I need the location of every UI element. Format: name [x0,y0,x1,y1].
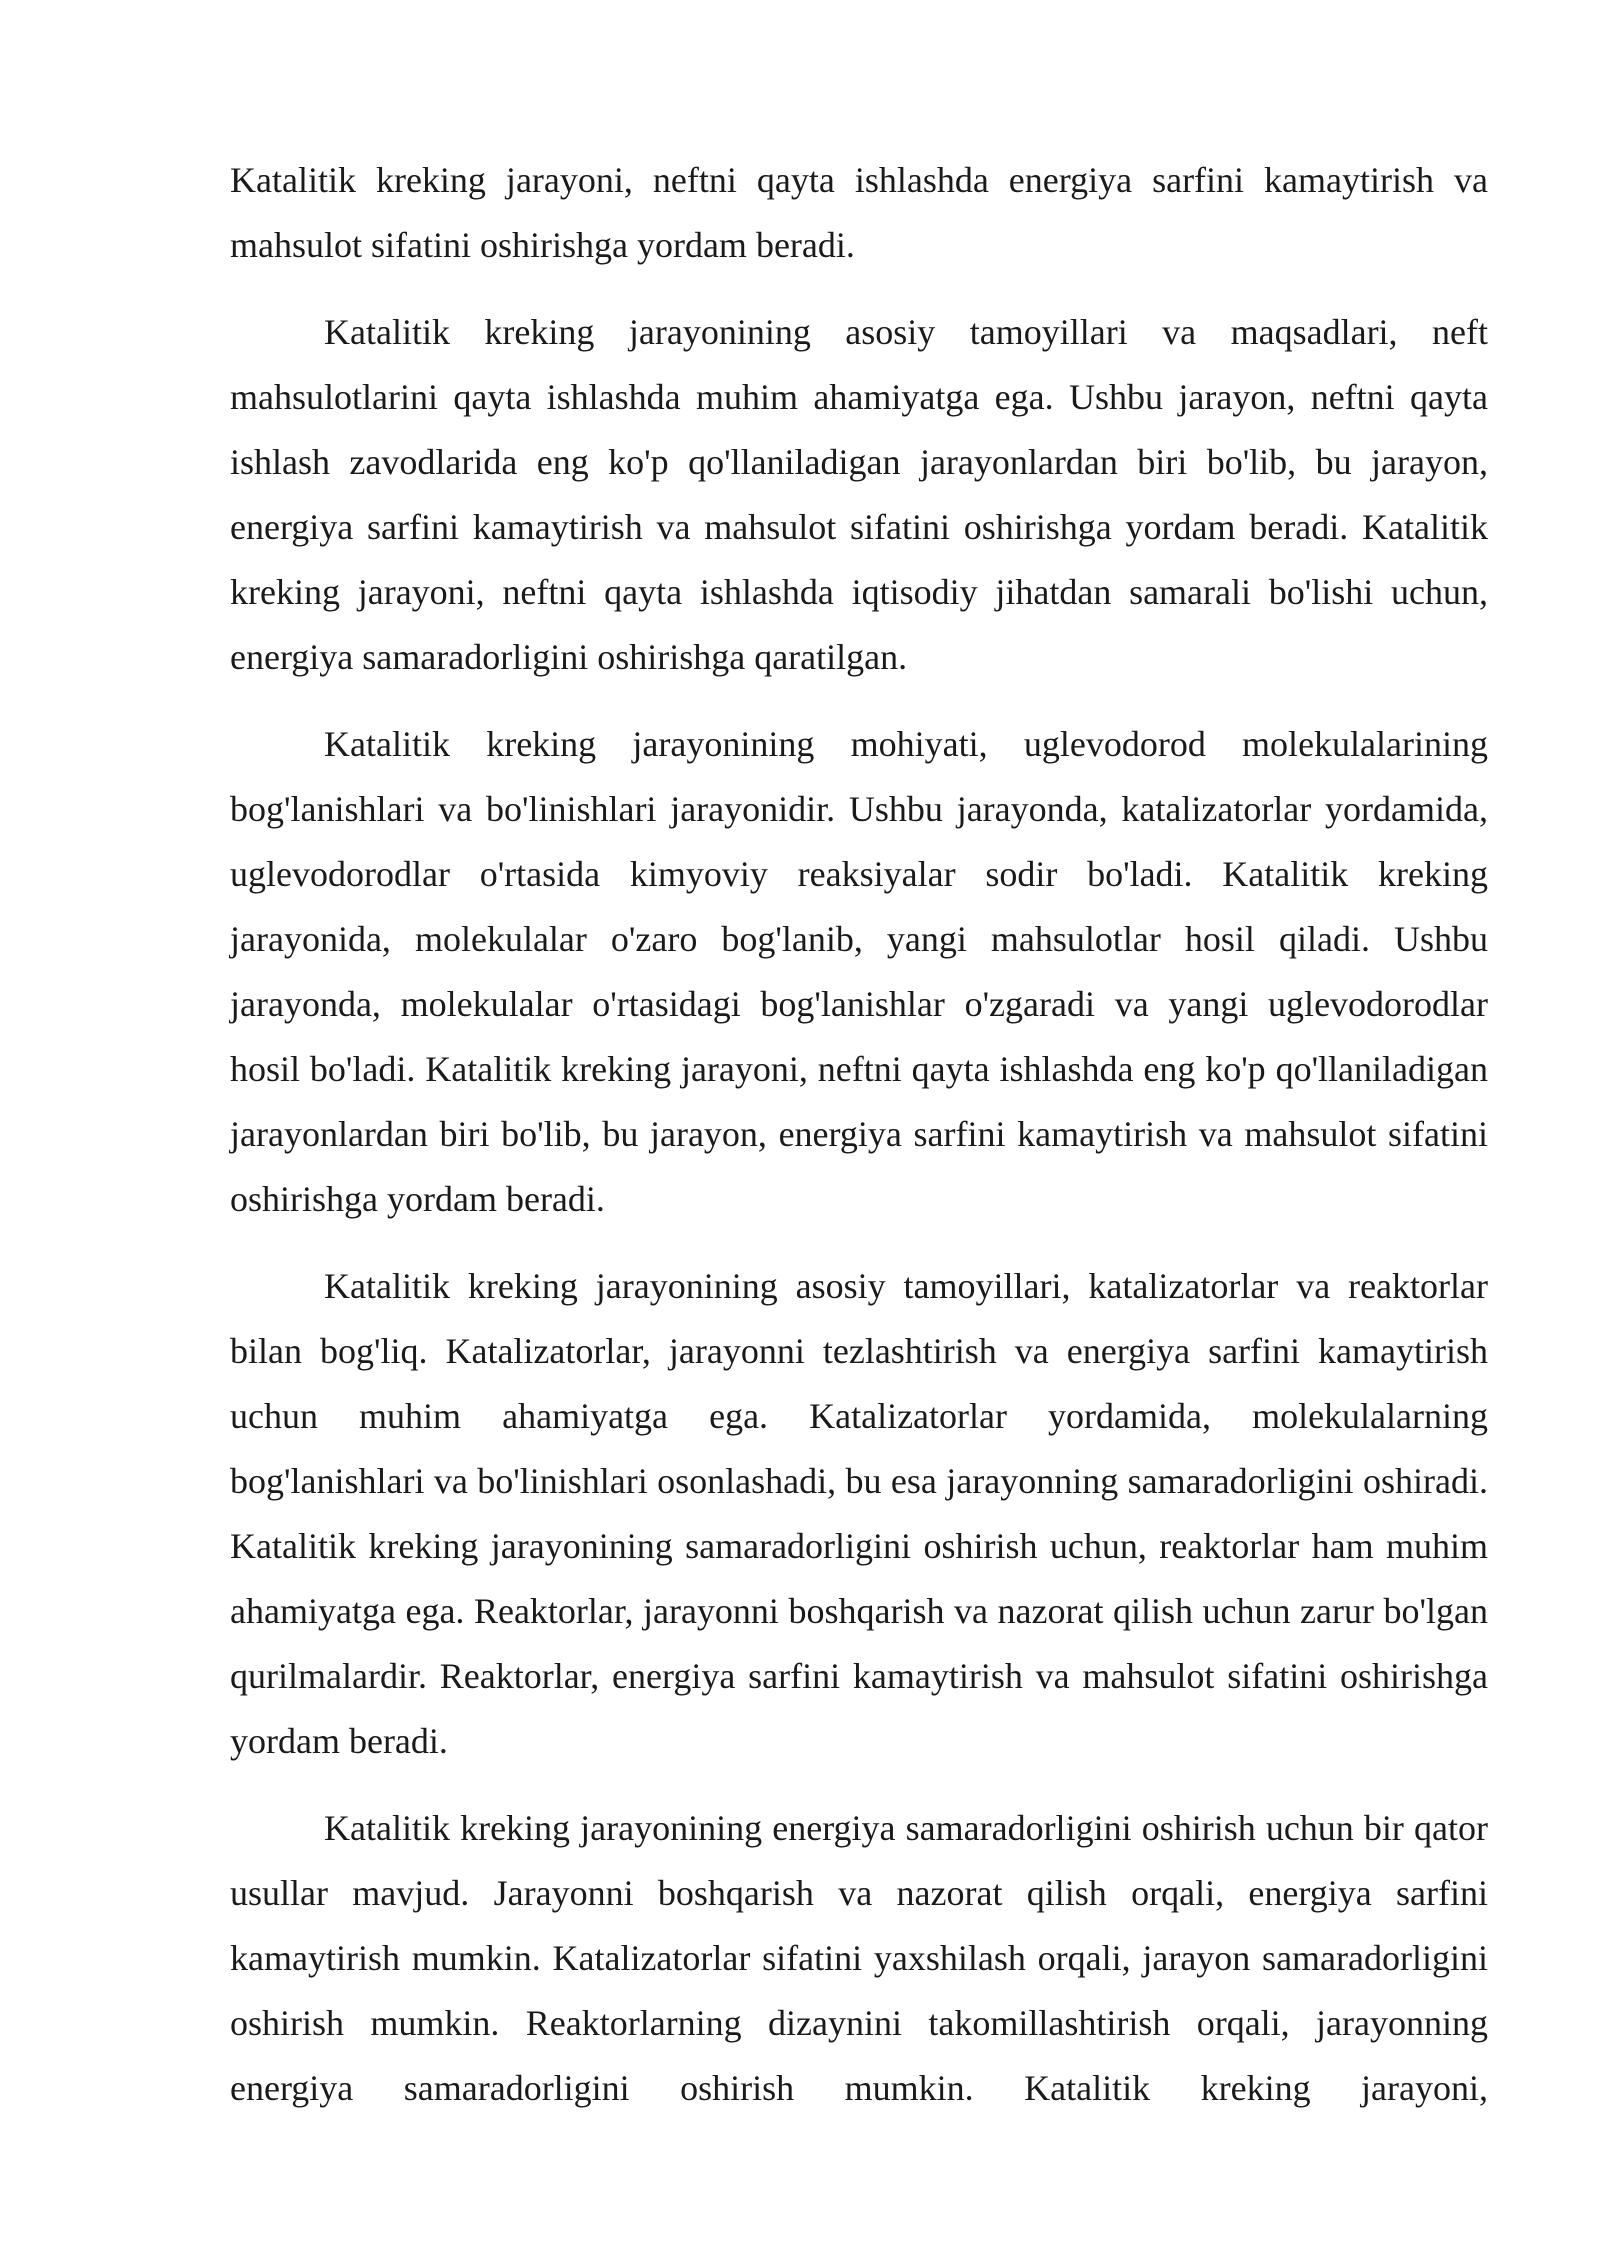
paragraph-4: Katalitik kreking jarayonining asosiy tamoyillari, katalizatorlar va reaktorlar bilan bog'liq. Katalizatorlar, jarayonni tezlashtirish va energiya sarfini kamaytirish uchun muhim ahamiyatga ega. Katalizatorlar yordamida, molekulalarning bog'lanishlari va bo'linishlari osonlashadi, bu esa jarayonning samaradorligini oshiradi. Katalitik kreking jarayonining samaradorligini oshirish uchun, reaktorlar ham muhim ahamiyatga ega. Reaktorlar, jarayonni boshqarish va nazorat qilish uchun zarur bo'lgan qurilmalardir. Reaktorlar, energiya sarfini kamaytirish va mahsulot sifatini oshirishga yordam beradi. [230,1266,1488,1761]
paragraph-1: Katalitik kreking jarayoni, neftni qayta ishlashda energiya sarfini kamaytirish va mahsulot sifatini oshirishga yordam beradi. [230,160,1488,265]
paragraph-5: Katalitik kreking jarayonining energiya samaradorligini oshirish uchun bir qator usullar mavjud. Jarayonni boshqarish va nazorat qilish orqali, energiya sarfini kamaytirish mumkin. Katalizatorlar sifatini yaxshilash orqali, jarayon samaradorligini oshirish mumkin. Reaktorlarning dizaynini takomillashtirish orqali, jarayonning energiya samaradorligini oshirish mumkin. Katalitik kreking jarayoni, [230,1808,1488,2108]
paragraph-2: Katalitik kreking jarayonining asosiy tamoyillari va maqsadlari, neft mahsulotlarini qayta ishlashda muhim ahamiyatga ega. Ushbu jarayon, neftni qayta ishlash zavodlarida eng ko'p qo'llaniladigan jarayonlardan biri bo'lib, bu jarayon, energiya sarfini kamaytirish va mahsulot sifatini oshirishga yordam beradi. Katalitik kreking jarayoni, neftni qayta ishlashda iqtisodiy jihatdan samarali bo'lishi uchun, energiya samaradorligini oshirishga qaratilgan. [230,312,1488,677]
paragraph-3: Katalitik kreking jarayonining mohiyati, uglevodorod molekulalarining bog'lanishlari va bo'linishlari jarayonidir. Ushbu jarayonda, katalizatorlar yordamida, uglevodorodlar o'rtasida kimyoviy reaksiyalar sodir bo'ladi. Katalitik kreking jarayonida, molekulalar o'zaro bog'lanib, yangi mahsulotlar hosil qiladi. Ushbu jarayonda, molekulalar o'rtasidagi bog'lanishlar o'zgaradi va yangi uglevodorodlar hosil bo'ladi. Katalitik kreking jarayoni, neftni qayta ishlashda eng ko'p qo'llaniladigan jarayonlardan biri bo'lib, bu jarayon, energiya sarfini kamaytirish va mahsulot sifatini oshirishga yordam beradi. [230,724,1488,1219]
document-body [230,148,1488,2143]
